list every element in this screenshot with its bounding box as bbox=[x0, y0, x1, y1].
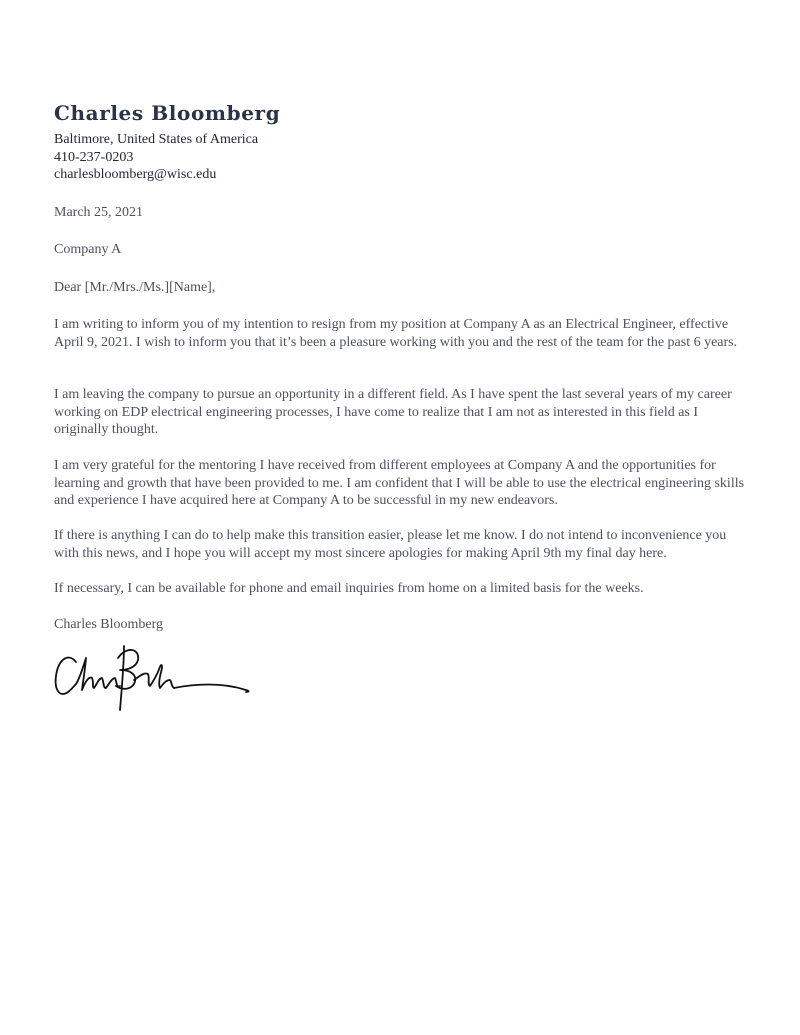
body-paragraph: If there is anything I can do to help make this transition easier, please let me know. I do not intend to inconvenience you with this news, and I hope you will accept my most sincere apologies for making April 9th my final day here. bbox=[54, 528, 727, 561]
body-paragraph: If necessary, I can be available for phone and email inquiries from home on a limited basis for the weeks. bbox=[54, 581, 644, 596]
handwritten-signature bbox=[54, 640, 254, 715]
body-paragraph: I am very grateful for the mentoring I have received from different employees at Company A and the opportunities for learning and growth that have been provided to me. I am confident that I will be able to use the electrical engineering skills and experience I have acquired here at Company A to be successful in my new endeavors. bbox=[54, 458, 745, 508]
sender-contact-block bbox=[54, 131, 258, 184]
salutation: Dear [Mr./Mrs./Ms.][Name], bbox=[54, 280, 216, 295]
sender-email: charlesbloomberg@wisc.edu bbox=[54, 167, 217, 182]
body-paragraph: I am leaving the company to pursue an opportunity in a different field. As I have spent the last several years of my career working on EDP electrical engineering processes, I have come to realize that I am not as interested in this field as I originally thought. bbox=[54, 387, 732, 437]
letter-date: March 25, 2021 bbox=[54, 205, 144, 220]
sender-phone: 410-237-0203 bbox=[54, 149, 134, 165]
sender-name: Charles Bloomberg bbox=[54, 101, 281, 125]
body-paragraph: I am writing to inform you of my intention to resign from my position at Company A as an Electrical Engineer, effective April 9, 2021. I wish to inform you that it’s been a pleasure working with you and the rest of the team for the past 6 years. bbox=[54, 317, 738, 350]
sender-location: Baltimore, United States of America bbox=[54, 132, 259, 147]
closing-name: Charles Bloomberg bbox=[54, 617, 164, 632]
recipient-company: Company A bbox=[54, 242, 122, 257]
